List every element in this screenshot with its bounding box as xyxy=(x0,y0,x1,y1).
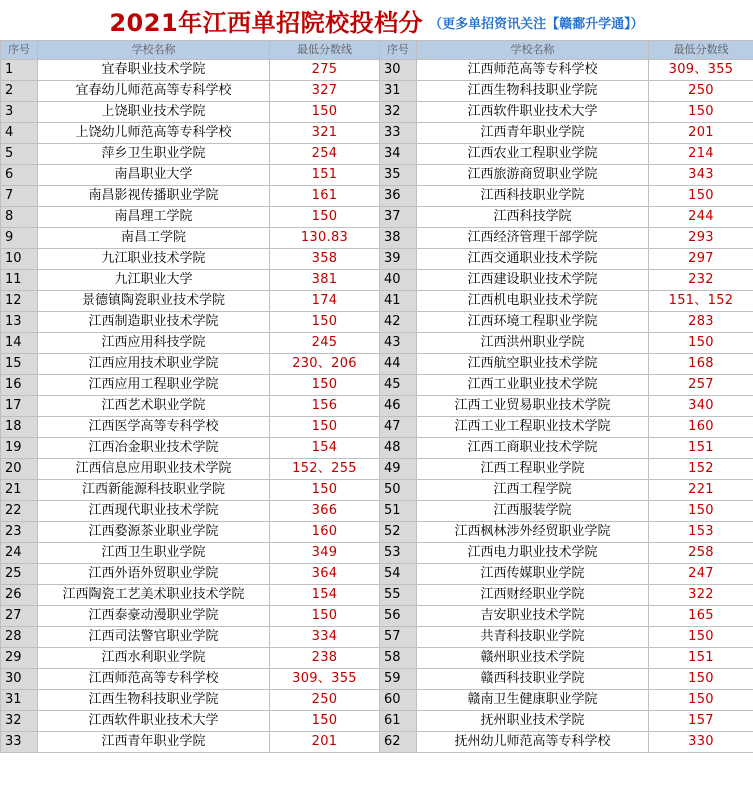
school-name-left: 江西新能源科技职业学院 xyxy=(38,480,270,501)
min-score-right: 330 xyxy=(649,732,753,753)
row-number-right: 43 xyxy=(380,333,417,354)
header-row xyxy=(1,41,753,60)
table-row xyxy=(1,396,753,417)
min-score-left: 230、206 xyxy=(270,354,380,375)
school-name-right: 江西财经职业学院 xyxy=(417,585,649,606)
min-score-left: 154 xyxy=(270,585,380,606)
min-score-right: 150 xyxy=(649,690,753,711)
school-name-left: 江西艺术职业学院 xyxy=(38,396,270,417)
min-score-right: 258 xyxy=(649,543,753,564)
school-name-right: 江西旅游商贸职业学院 xyxy=(417,165,649,186)
min-score-left: 327 xyxy=(270,81,380,102)
min-score-left: 150 xyxy=(270,312,380,333)
min-score-left: 364 xyxy=(270,564,380,585)
school-name-left: 江西水利职业学院 xyxy=(38,648,270,669)
row-number-right: 49 xyxy=(380,459,417,480)
school-name-left: 宜春职业技术学院 xyxy=(38,60,270,81)
min-score-left: 150 xyxy=(270,480,380,501)
row-number-right: 34 xyxy=(380,144,417,165)
row-number-right: 37 xyxy=(380,207,417,228)
row-number-left: 17 xyxy=(1,396,38,417)
row-number-right: 38 xyxy=(380,228,417,249)
row-number-right: 56 xyxy=(380,606,417,627)
row-number-left: 18 xyxy=(1,417,38,438)
min-score-right: 152 xyxy=(649,459,753,480)
school-name-left: 江西现代职业技术学院 xyxy=(38,501,270,522)
school-name-left: 江西应用技术职业学院 xyxy=(38,354,270,375)
row-number-right: 55 xyxy=(380,585,417,606)
row-number-right: 31 xyxy=(380,81,417,102)
school-name-left: 萍乡卫生职业学院 xyxy=(38,144,270,165)
row-number-left: 30 xyxy=(1,669,38,690)
min-score-right: 232 xyxy=(649,270,753,291)
table-row xyxy=(1,711,753,732)
school-name-right: 江西工业职业技术学院 xyxy=(417,375,649,396)
row-number-right: 39 xyxy=(380,249,417,270)
row-number-right: 45 xyxy=(380,375,417,396)
table-row xyxy=(1,459,753,480)
min-score-right: 214 xyxy=(649,144,753,165)
row-number-right: 32 xyxy=(380,102,417,123)
row-number-left: 24 xyxy=(1,543,38,564)
table-row xyxy=(1,333,753,354)
row-number-right: 48 xyxy=(380,438,417,459)
table-row xyxy=(1,501,753,522)
table-row xyxy=(1,228,753,249)
school-name-right: 抚州职业技术学院 xyxy=(417,711,649,732)
school-name-left: 江西泰豪动漫职业学院 xyxy=(38,606,270,627)
row-number-left: 5 xyxy=(1,144,38,165)
min-score-left: 358 xyxy=(270,249,380,270)
school-name-left: 江西师范高等专科学校 xyxy=(38,669,270,690)
school-name-right: 江西青年职业学院 xyxy=(417,123,649,144)
school-name-left: 江西外语外贸职业学院 xyxy=(38,564,270,585)
row-number-right: 54 xyxy=(380,564,417,585)
school-name-left: 九江职业大学 xyxy=(38,270,270,291)
min-score-right: 150 xyxy=(649,186,753,207)
table-row xyxy=(1,564,753,585)
row-number-left: 4 xyxy=(1,123,38,144)
header-school-left: 学校名称 xyxy=(38,41,270,60)
school-name-left: 江西婺源茶业职业学院 xyxy=(38,522,270,543)
school-name-left: 江西应用科技学院 xyxy=(38,333,270,354)
school-name-right: 江西电力职业技术学院 xyxy=(417,543,649,564)
min-score-right: 150 xyxy=(649,102,753,123)
school-name-left: 南昌工学院 xyxy=(38,228,270,249)
min-score-left: 152、255 xyxy=(270,459,380,480)
table-row xyxy=(1,186,753,207)
row-number-left: 28 xyxy=(1,627,38,648)
table-row xyxy=(1,480,753,501)
min-score-right: 150 xyxy=(649,333,753,354)
table-row xyxy=(1,543,753,564)
row-number-left: 11 xyxy=(1,270,38,291)
min-score-left: 321 xyxy=(270,123,380,144)
school-name-right: 江西服装学院 xyxy=(417,501,649,522)
min-score-right: 293 xyxy=(649,228,753,249)
title-bar xyxy=(0,0,753,40)
row-number-left: 8 xyxy=(1,207,38,228)
row-number-right: 33 xyxy=(380,123,417,144)
table-row xyxy=(1,375,753,396)
row-number-left: 12 xyxy=(1,291,38,312)
min-score-left: 150 xyxy=(270,417,380,438)
table-row xyxy=(1,354,753,375)
school-name-right: 江西软件职业技术大学 xyxy=(417,102,649,123)
school-name-left: 南昌理工学院 xyxy=(38,207,270,228)
school-name-right: 江西建设职业技术学院 xyxy=(417,270,649,291)
min-score-right: 153 xyxy=(649,522,753,543)
min-score-left: 150 xyxy=(270,102,380,123)
school-name-right: 江西交通职业技术学院 xyxy=(417,249,649,270)
school-name-left: 江西信息应用职业技术学院 xyxy=(38,459,270,480)
row-number-left: 25 xyxy=(1,564,38,585)
row-number-right: 62 xyxy=(380,732,417,753)
row-number-left: 23 xyxy=(1,522,38,543)
school-name-left: 江西青年职业学院 xyxy=(38,732,270,753)
min-score-right: 257 xyxy=(649,375,753,396)
row-number-right: 41 xyxy=(380,291,417,312)
school-name-left: 九江职业技术学院 xyxy=(38,249,270,270)
row-number-right: 44 xyxy=(380,354,417,375)
table-row xyxy=(1,690,753,711)
row-number-left: 22 xyxy=(1,501,38,522)
min-score-left: 161 xyxy=(270,186,380,207)
table-row xyxy=(1,144,753,165)
min-score-right: 150 xyxy=(649,501,753,522)
school-name-right: 江西农业工程职业学院 xyxy=(417,144,649,165)
row-number-right: 51 xyxy=(380,501,417,522)
table-row xyxy=(1,648,753,669)
row-number-left: 19 xyxy=(1,438,38,459)
min-score-left: 245 xyxy=(270,333,380,354)
row-number-left: 2 xyxy=(1,81,38,102)
school-name-right: 赣州职业技术学院 xyxy=(417,648,649,669)
min-score-left: 150 xyxy=(270,606,380,627)
school-name-right: 江西机电职业技术学院 xyxy=(417,291,649,312)
table-row xyxy=(1,438,753,459)
row-number-left: 27 xyxy=(1,606,38,627)
min-score-left: 309、355 xyxy=(270,669,380,690)
table-row xyxy=(1,606,753,627)
header-no-left: 序号 xyxy=(1,41,38,60)
row-number-right: 47 xyxy=(380,417,417,438)
row-number-right: 50 xyxy=(380,480,417,501)
table-row xyxy=(1,627,753,648)
school-name-left: 江西冶金职业技术学院 xyxy=(38,438,270,459)
row-number-left: 21 xyxy=(1,480,38,501)
min-score-left: 381 xyxy=(270,270,380,291)
school-name-right: 江西洪州职业学院 xyxy=(417,333,649,354)
table-row xyxy=(1,522,753,543)
min-score-left: 238 xyxy=(270,648,380,669)
row-number-right: 30 xyxy=(380,60,417,81)
row-number-left: 33 xyxy=(1,732,38,753)
row-number-right: 40 xyxy=(380,270,417,291)
min-score-left: 275 xyxy=(270,60,380,81)
row-number-right: 58 xyxy=(380,648,417,669)
table-row xyxy=(1,123,753,144)
row-number-right: 52 xyxy=(380,522,417,543)
table-body xyxy=(1,60,753,753)
min-score-right: 201 xyxy=(649,123,753,144)
min-score-left: 334 xyxy=(270,627,380,648)
school-name-right: 江西科技职业学院 xyxy=(417,186,649,207)
row-number-left: 10 xyxy=(1,249,38,270)
table-row xyxy=(1,60,753,81)
row-number-left: 14 xyxy=(1,333,38,354)
min-score-left: 150 xyxy=(270,711,380,732)
min-score-right: 157 xyxy=(649,711,753,732)
row-number-right: 42 xyxy=(380,312,417,333)
school-name-right: 江西航空职业技术学院 xyxy=(417,354,649,375)
row-number-left: 9 xyxy=(1,228,38,249)
row-number-left: 20 xyxy=(1,459,38,480)
school-name-left: 江西生物科技职业学院 xyxy=(38,690,270,711)
school-name-right: 吉安职业技术学院 xyxy=(417,606,649,627)
table-row xyxy=(1,165,753,186)
row-number-left: 16 xyxy=(1,375,38,396)
row-number-right: 53 xyxy=(380,543,417,564)
header-school-right: 学校名称 xyxy=(417,41,649,60)
min-score-left: 130.83 xyxy=(270,228,380,249)
school-name-left: 南昌职业大学 xyxy=(38,165,270,186)
header-score-left: 最低分数线 xyxy=(270,41,380,60)
min-score-left: 150 xyxy=(270,207,380,228)
header-no-right: 序号 xyxy=(380,41,417,60)
school-name-right: 抚州幼儿师范高等专科学校 xyxy=(417,732,649,753)
school-name-right: 江西枫林涉外经贸职业学院 xyxy=(417,522,649,543)
min-score-right: 151 xyxy=(649,648,753,669)
min-score-left: 174 xyxy=(270,291,380,312)
row-number-right: 59 xyxy=(380,669,417,690)
school-name-right: 江西生物科技职业学院 xyxy=(417,81,649,102)
header-score-right: 最低分数线 xyxy=(649,41,753,60)
min-score-right: 244 xyxy=(649,207,753,228)
min-score-right: 340 xyxy=(649,396,753,417)
row-number-left: 7 xyxy=(1,186,38,207)
school-name-left: 江西软件职业技术大学 xyxy=(38,711,270,732)
row-number-left: 1 xyxy=(1,60,38,81)
school-name-left: 江西制造职业技术学院 xyxy=(38,312,270,333)
score-table xyxy=(0,40,753,753)
min-score-right: 150 xyxy=(649,627,753,648)
row-number-left: 26 xyxy=(1,585,38,606)
school-name-right: 江西环境工程职业学院 xyxy=(417,312,649,333)
row-number-right: 46 xyxy=(380,396,417,417)
school-name-left: 江西卫生职业学院 xyxy=(38,543,270,564)
school-name-right: 赣南卫生健康职业学院 xyxy=(417,690,649,711)
min-score-right: 309、355 xyxy=(649,60,753,81)
min-score-right: 151、152 xyxy=(649,291,753,312)
school-name-left: 江西医学高等专科学校 xyxy=(38,417,270,438)
min-score-right: 283 xyxy=(649,312,753,333)
school-name-left: 宜春幼儿师范高等专科学校 xyxy=(38,81,270,102)
school-name-left: 上饶职业技术学院 xyxy=(38,102,270,123)
row-number-right: 60 xyxy=(380,690,417,711)
min-score-right: 165 xyxy=(649,606,753,627)
row-number-left: 29 xyxy=(1,648,38,669)
row-number-left: 3 xyxy=(1,102,38,123)
school-name-right: 江西经济管理干部学院 xyxy=(417,228,649,249)
min-score-right: 322 xyxy=(649,585,753,606)
min-score-right: 160 xyxy=(649,417,753,438)
school-name-right: 赣西科技职业学院 xyxy=(417,669,649,690)
school-name-right: 江西工业贸易职业技术学院 xyxy=(417,396,649,417)
school-name-left: 江西司法警官职业学院 xyxy=(38,627,270,648)
table-row xyxy=(1,207,753,228)
school-name-left: 江西陶瓷工艺美术职业技术学院 xyxy=(38,585,270,606)
min-score-left: 366 xyxy=(270,501,380,522)
min-score-left: 349 xyxy=(270,543,380,564)
min-score-right: 297 xyxy=(649,249,753,270)
school-name-right: 江西工程学院 xyxy=(417,480,649,501)
school-name-right: 江西工程职业学院 xyxy=(417,459,649,480)
min-score-left: 160 xyxy=(270,522,380,543)
row-number-left: 31 xyxy=(1,690,38,711)
min-score-right: 168 xyxy=(649,354,753,375)
school-name-right: 共青科技职业学院 xyxy=(417,627,649,648)
row-number-right: 35 xyxy=(380,165,417,186)
page-subtitle: （更多单招资讯关注【赣鄱升学通】） xyxy=(429,17,644,32)
min-score-right: 343 xyxy=(649,165,753,186)
row-number-right: 61 xyxy=(380,711,417,732)
min-score-right: 247 xyxy=(649,564,753,585)
page-title: 2021年江西单招院校投档分 xyxy=(109,9,424,37)
table-row xyxy=(1,669,753,690)
min-score-left: 254 xyxy=(270,144,380,165)
school-name-left: 上饶幼儿师范高等专科学校 xyxy=(38,123,270,144)
table-row xyxy=(1,417,753,438)
table-row xyxy=(1,249,753,270)
table-row xyxy=(1,102,753,123)
table-row xyxy=(1,291,753,312)
row-number-left: 13 xyxy=(1,312,38,333)
min-score-right: 250 xyxy=(649,81,753,102)
school-name-left: 南昌影视传播职业学院 xyxy=(38,186,270,207)
table-row xyxy=(1,312,753,333)
min-score-left: 154 xyxy=(270,438,380,459)
table-row xyxy=(1,270,753,291)
min-score-left: 150 xyxy=(270,375,380,396)
table-row xyxy=(1,732,753,753)
row-number-right: 36 xyxy=(380,186,417,207)
school-name-right: 江西师范高等专科学校 xyxy=(417,60,649,81)
school-name-right: 江西传媒职业学院 xyxy=(417,564,649,585)
school-name-left: 景德镇陶瓷职业技术学院 xyxy=(38,291,270,312)
min-score-right: 151 xyxy=(649,438,753,459)
table-row xyxy=(1,81,753,102)
row-number-right: 57 xyxy=(380,627,417,648)
min-score-right: 150 xyxy=(649,669,753,690)
min-score-left: 250 xyxy=(270,690,380,711)
min-score-left: 201 xyxy=(270,732,380,753)
row-number-left: 32 xyxy=(1,711,38,732)
school-name-right: 江西工商职业技术学院 xyxy=(417,438,649,459)
table-row xyxy=(1,585,753,606)
school-name-left: 江西应用工程职业学院 xyxy=(38,375,270,396)
row-number-left: 6 xyxy=(1,165,38,186)
school-name-right: 江西工业工程职业技术学院 xyxy=(417,417,649,438)
min-score-right: 221 xyxy=(649,480,753,501)
min-score-left: 156 xyxy=(270,396,380,417)
school-name-right: 江西科技学院 xyxy=(417,207,649,228)
row-number-left: 15 xyxy=(1,354,38,375)
min-score-left: 151 xyxy=(270,165,380,186)
